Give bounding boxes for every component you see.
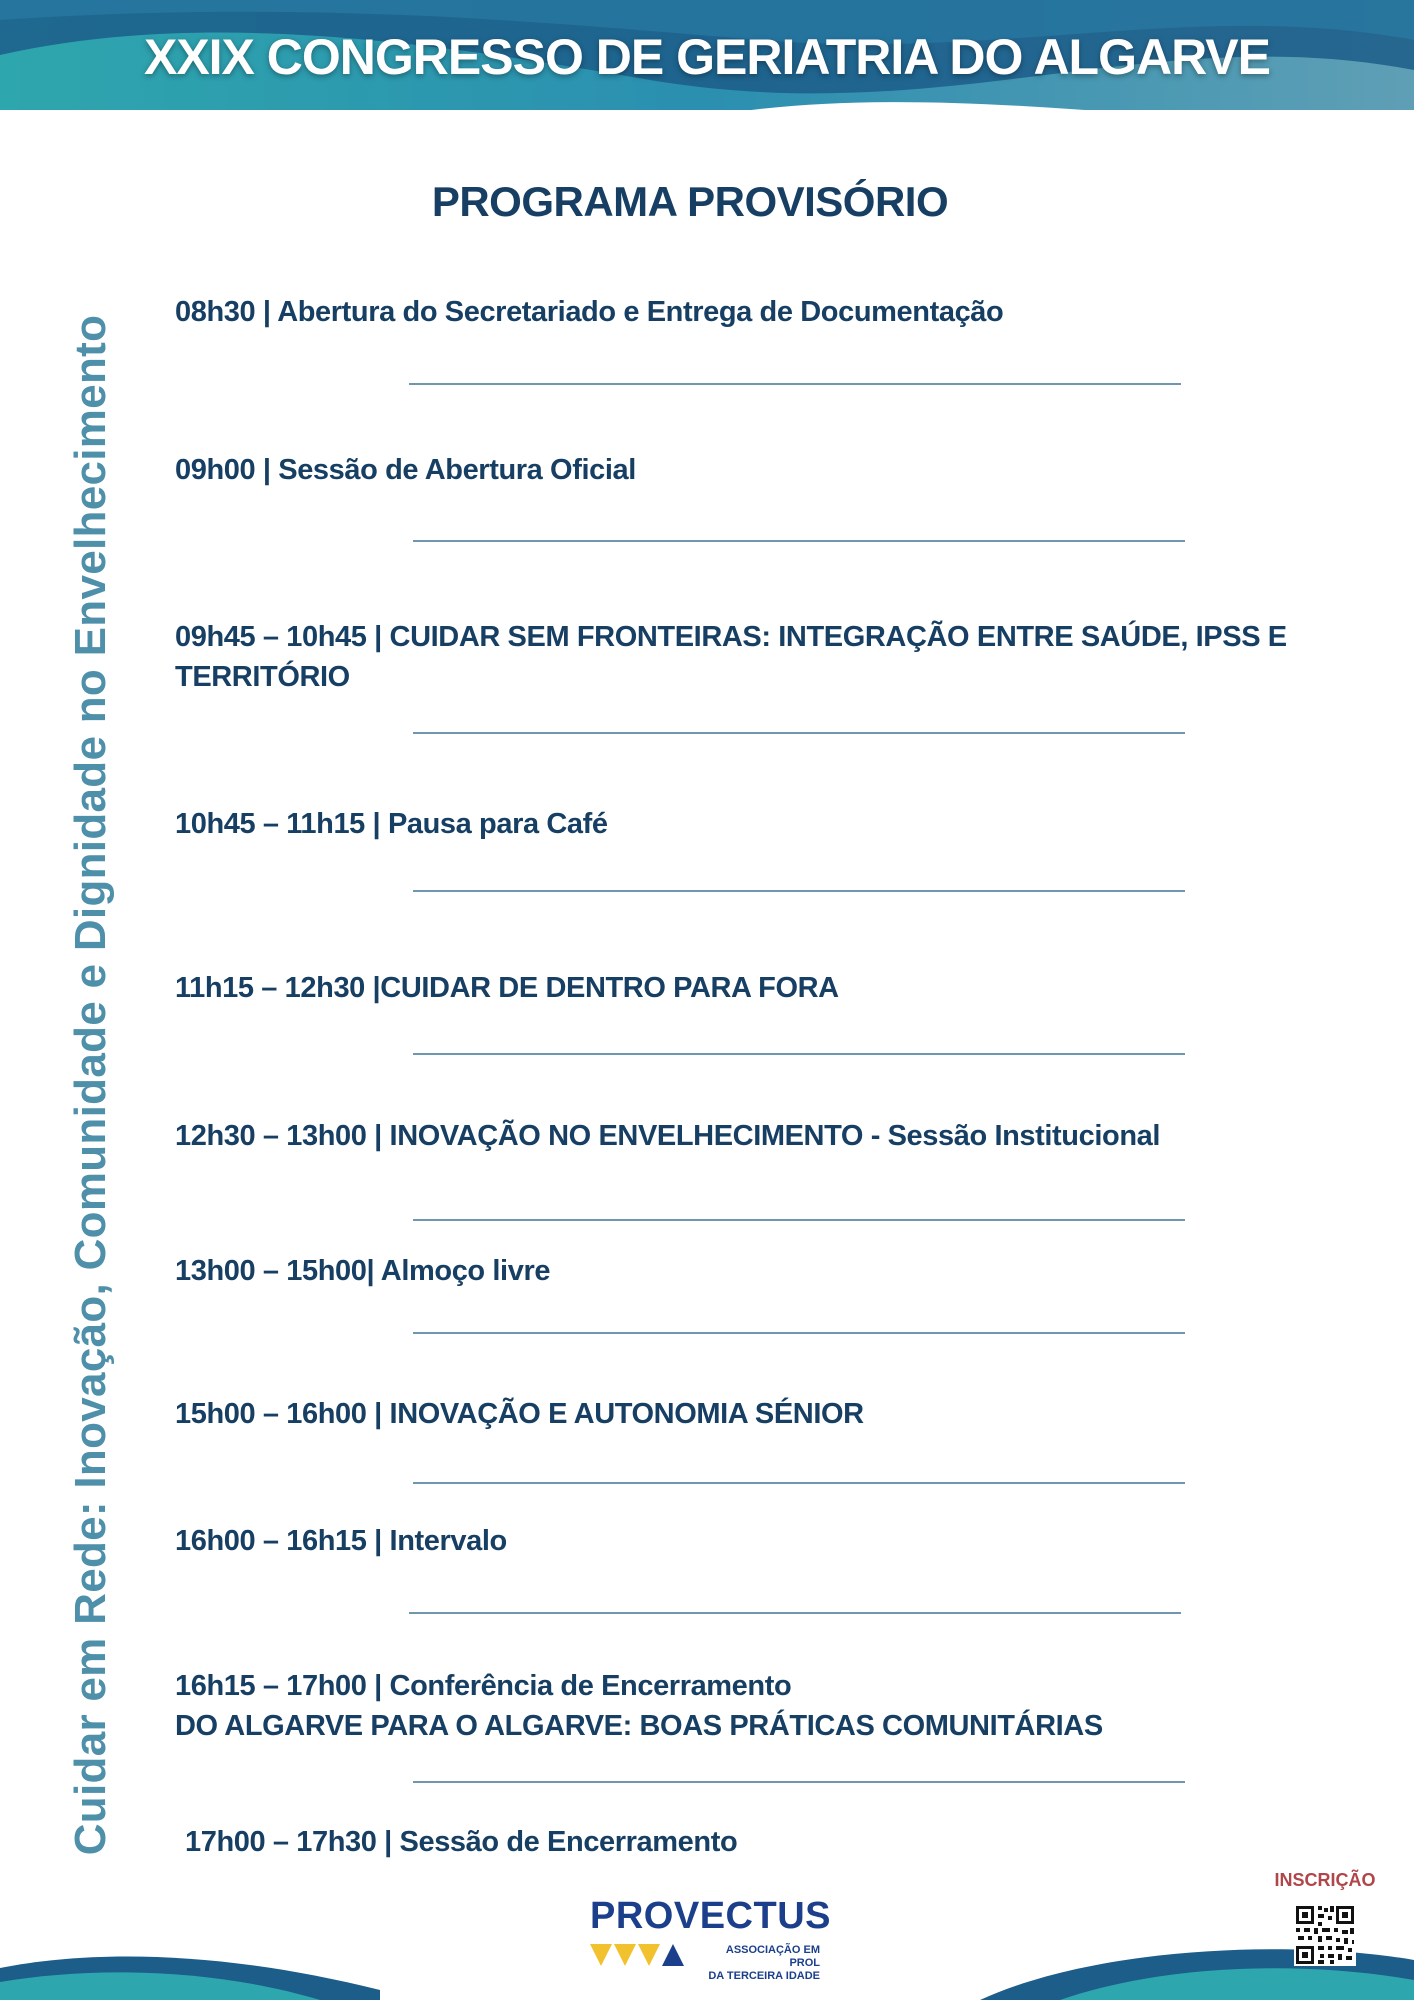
divider xyxy=(413,1781,1185,1783)
schedule-item xyxy=(175,968,1355,1008)
schedule-item xyxy=(175,1116,1355,1156)
sidebar-tagline: Cuidar em Rede: Inovação, Comunidade e Dignidade no Envelhecimento xyxy=(66,314,115,1856)
divider xyxy=(413,1219,1185,1221)
schedule-item xyxy=(175,450,1355,490)
schedule-title: INOVAÇÃO E AUTONOMIA SÉNIOR xyxy=(389,1398,864,1430)
divider xyxy=(409,1612,1181,1614)
schedule-time: 17h00 – 17h30 | xyxy=(185,1826,400,1858)
schedule-title: CUIDAR DE DENTRO PARA FORA xyxy=(380,972,839,1004)
schedule-item xyxy=(175,292,1355,332)
schedule-time: 16h00 – 16h15 | xyxy=(175,1525,390,1557)
divider xyxy=(413,890,1185,892)
schedule-title: Abertura do Secretariado e Entrega de Documentação xyxy=(277,296,1004,328)
schedule-time: 08h30 | xyxy=(175,296,278,328)
schedule-time: 16h15 – 17h00 | xyxy=(175,1670,390,1702)
schedule-item xyxy=(175,1521,1355,1561)
schedule-item xyxy=(175,1666,1355,1746)
logo-triangles-icon xyxy=(590,1942,690,1970)
divider xyxy=(413,1053,1185,1055)
schedule-time: 09h45 – 10h45 | xyxy=(175,621,390,653)
qr-code-icon[interactable] xyxy=(1294,1904,1356,1966)
provectus-logo xyxy=(590,1895,831,1982)
program-title: PROGRAMA PROVISÓRIO xyxy=(431,178,949,225)
divider xyxy=(413,732,1185,734)
schedule-title: Sessão de Abertura Oficial xyxy=(278,454,636,486)
schedule-time: 15h00 – 16h00 | xyxy=(175,1398,390,1430)
schedule-time: 09h00 | xyxy=(175,454,279,486)
schedule-time: 11h15 – 12h30 | xyxy=(175,972,381,1004)
logo-subtitle-line-1: ASSOCIAÇÃO EM PROL xyxy=(725,1944,820,1969)
divider xyxy=(409,383,1181,385)
logo-name: PROVECTUS xyxy=(590,1895,831,1937)
logo-subtitle-line-2: DA TERCEIRA IDADE xyxy=(708,1970,820,1982)
registration-label: INSCRIÇÃO xyxy=(1274,1870,1376,1890)
schedule-title: CUIDAR SEM FRONTEIRAS: INTEGRAÇÃO ENTRE SAÚDE, IPSS E TERRITÓRIO xyxy=(175,621,1287,693)
schedule-time: 12h30 – 13h00 | xyxy=(175,1120,390,1152)
schedule-item xyxy=(185,1822,1365,1862)
schedule-item xyxy=(175,804,1355,844)
divider xyxy=(413,1482,1185,1484)
divider xyxy=(413,540,1185,542)
divider xyxy=(413,1332,1185,1334)
schedule-time: 13h00 – 15h00| xyxy=(175,1255,381,1287)
schedule-title: Pausa para Café xyxy=(387,808,608,840)
schedule-title: Intervalo xyxy=(389,1525,507,1557)
schedule-title: Sessão de Encerramento xyxy=(399,1826,738,1858)
schedule-title: INOVAÇÃO NO ENVELHECIMENTO - Sessão Institucional xyxy=(389,1120,1161,1152)
schedule-title: Almoço livre xyxy=(380,1255,551,1287)
schedule-item xyxy=(175,1251,1355,1291)
schedule-subtitle: DO ALGARVE PARA O ALGARVE: BOAS PRÁTICAS COMUNITÁRIAS xyxy=(175,1710,1103,1742)
schedule-item xyxy=(175,617,1355,697)
schedule-title: Conferência de Encerramento xyxy=(389,1670,792,1702)
sidebar-tagline-container xyxy=(60,255,122,1915)
congress-title: XXIX CONGRESSO DE GERIATRIA DO ALGARVE xyxy=(143,29,1271,85)
schedule-time: 10h45 – 11h15 | xyxy=(175,808,388,840)
logo-subtitle xyxy=(695,1944,820,1983)
schedule-item xyxy=(175,1394,1355,1434)
